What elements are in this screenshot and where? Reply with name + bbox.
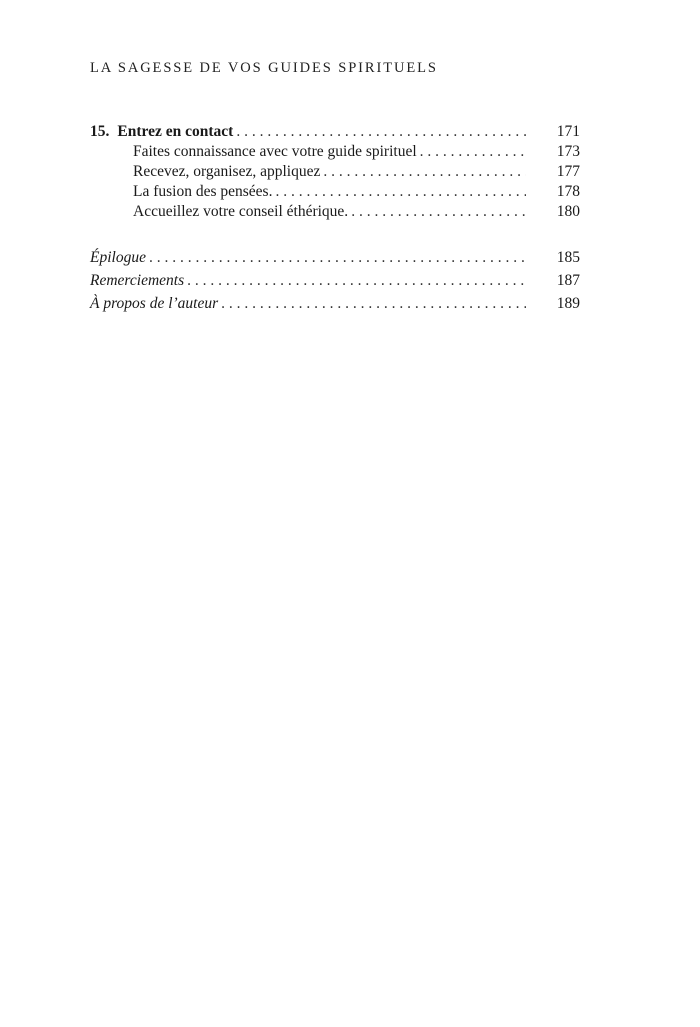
- dot-leader: [149, 246, 526, 269]
- chapter-title: Entrez en contact: [117, 123, 234, 140]
- backmatter-title: À propos de l’auteur: [90, 295, 219, 312]
- section-title: Recevez, organisez, appliquez: [133, 163, 321, 180]
- dot-leader: [420, 142, 526, 162]
- section-title: Faites connaissance avec votre guide spirituel: [133, 143, 417, 160]
- chapter-number: 15.: [90, 123, 110, 140]
- dot-leader: [275, 182, 526, 202]
- section-title: La fusion des pensées.: [133, 183, 273, 200]
- dot-leader: [236, 122, 526, 142]
- toc-spacer: [90, 222, 580, 246]
- page-number: 177: [556, 163, 580, 180]
- toc-section-entry[interactable]: [90, 142, 580, 162]
- page-number: 180: [556, 203, 580, 220]
- page-number: 189: [556, 295, 580, 312]
- dot-leader: [187, 269, 526, 292]
- toc-section-entry[interactable]: [90, 202, 580, 222]
- backmatter-title: Remerciements: [90, 272, 185, 289]
- section-title: Accueillez votre conseil éthérique.: [133, 203, 349, 220]
- toc-chapter-entry[interactable]: [90, 122, 580, 142]
- toc-backmatter-entry[interactable]: [90, 292, 580, 315]
- toc-section-entry[interactable]: [90, 162, 580, 182]
- page-number: 185: [556, 249, 580, 266]
- backmatter-title: Épilogue: [90, 249, 146, 266]
- page-number: 173: [556, 143, 580, 160]
- dot-leader: [221, 292, 526, 315]
- dot-leader: [351, 202, 526, 222]
- running-head: LA SAGESSE DE VOS GUIDES SPIRITUELS: [90, 60, 438, 76]
- dot-leader: [323, 162, 526, 182]
- toc-backmatter-entry[interactable]: [90, 246, 580, 269]
- page-number: 178: [556, 183, 580, 200]
- page-number: 187: [556, 272, 580, 289]
- table-of-contents: [90, 122, 580, 315]
- toc-section-entry[interactable]: [90, 182, 580, 202]
- page-number: 171: [556, 123, 580, 140]
- toc-backmatter-entry[interactable]: [90, 269, 580, 292]
